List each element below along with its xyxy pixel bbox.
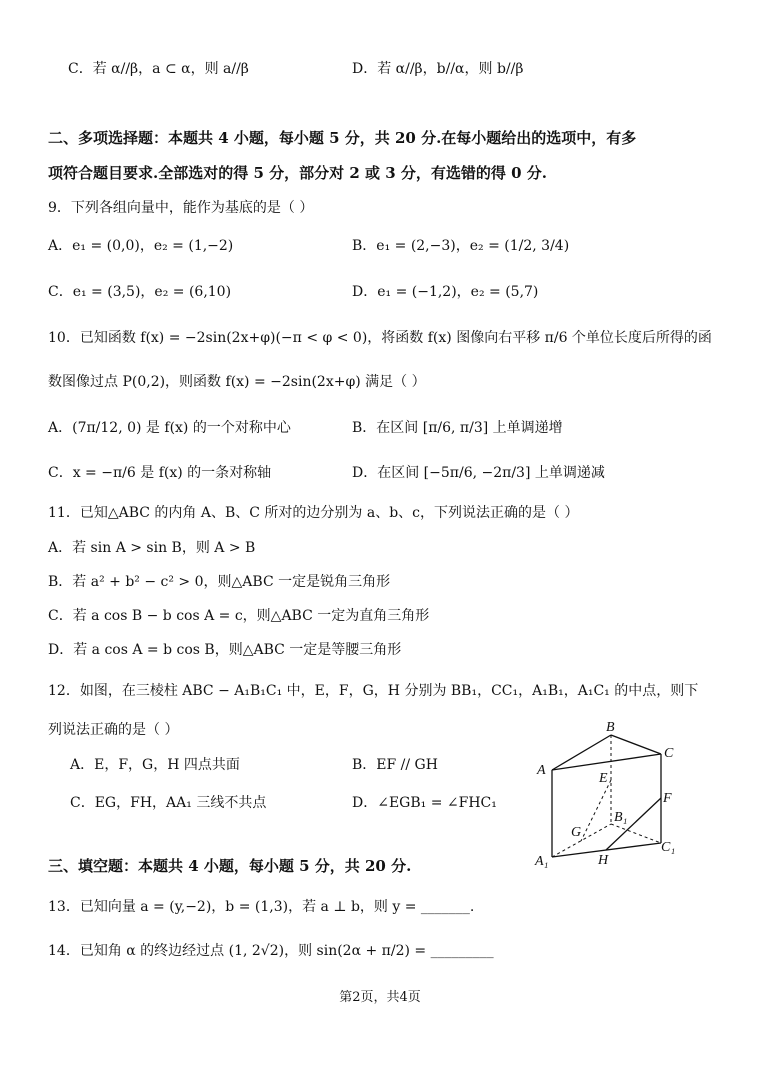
label-F: F xyxy=(663,791,672,806)
q14-stem: 14．已知角 α 的终边经过点 (1, 2√2)，则 sin(2α + π/2) = _________ xyxy=(48,943,494,959)
q13-stem: 13．已知向量 a = (y,−2)，b = (1,3)，若 a ⊥ b，则 y = _______. xyxy=(48,899,475,915)
q9-option-a: A．e₁ = (0,0)，e₂ = (1,−2) xyxy=(48,238,234,254)
q9-option-b: B．e₁ = (2,−3)，e₂ = (1/2, 3/4) xyxy=(352,238,570,254)
q11-option-b: B．若 a² + b² − c² > 0，则△ABC 一定是锐角三角形 xyxy=(48,574,391,590)
q11-option-c: C．若 a cos B − b cos A = c，则△ABC 一定为直角三角形 xyxy=(48,608,430,624)
page-footer: 第2页，共4页 xyxy=(339,990,421,1005)
q10-stem-line2: 数图像过点 P(0,2)，则函数 f(x) = −2sin(2x+φ) 满足（ ） xyxy=(48,374,426,390)
q12-option-c: C．EG，FH，AA₁ 三线不共点 xyxy=(70,795,267,811)
q10-option-c: C．x = −π/6 是 f(x) 的一条对称轴 xyxy=(48,465,272,481)
section2-heading-line2: 项符合题目要求.全部选对的得 5 分，部分对 2 或 3 分，有选错的得 0 分. xyxy=(48,164,547,182)
q9-option-c: C．e₁ = (3,5)，e₂ = (6,10) xyxy=(48,284,232,300)
label-C1: C₁ xyxy=(661,840,676,855)
q12-option-d: D．∠EGB₁ = ∠FHC₁ xyxy=(352,795,497,811)
section2-heading-line1: 二、多项选择题：本题共 4 小题，每小题 5 分，共 20 分.在每小题给出的选项中，有多 xyxy=(48,129,637,147)
label-C: C xyxy=(664,746,674,761)
label-E: E xyxy=(599,771,608,786)
q10-option-a: A．(7π/12, 0) 是 f(x) 的一个对称中心 xyxy=(48,420,291,436)
q10-option-b: B．在区间 [π/6, π/3] 上单调递增 xyxy=(352,420,563,436)
q8-option-d: D．若 α//β，b//α，则 b//β xyxy=(352,61,524,77)
q12-option-b: B．EF // GH xyxy=(352,757,438,773)
q9-stem: 9．下列各组向量中，能作为基底的是（ ） xyxy=(48,200,314,216)
q8-option-c: C．若 α//β，a ⊂ α，则 a//β xyxy=(68,61,249,77)
q12-stem-line2: 列说法正确的是（ ） xyxy=(48,722,179,738)
q11-option-a: A．若 sin A > sin B，则 A > B xyxy=(48,540,256,556)
q11-option-d: D．若 a cos A = b cos B，则△ABC 一定是等腰三角形 xyxy=(48,642,402,658)
q11-stem: 11．已知△ABC 的内角 A、B、C 所对的边分别为 a、b、c，下列说法正确的是（ ） xyxy=(48,505,579,521)
q12-stem-line1: 12．如图，在三棱柱 ABC − A₁B₁C₁ 中，E，F，G，H 分别为 BB₁，CC₁，A₁B₁，A₁C₁ 的中点，则下 xyxy=(48,683,699,699)
label-A1: A₁ xyxy=(535,854,549,869)
section3-heading: 三、填空题：本题共 4 小题，每小题 5 分，共 20 分. xyxy=(48,857,412,875)
label-H: H xyxy=(598,853,609,868)
label-G: G xyxy=(571,825,582,840)
label-B1: B₁ xyxy=(614,810,628,825)
q9-option-d: D．e₁ = (−1,2)，e₂ = (5,7) xyxy=(352,284,539,300)
q10-stem-line1: 10．已知函数 f(x) = −2sin(2x+φ)(−π < φ < 0)，将函数 f(x) 图像向右平移 π/6 个单位长度后所得的函 xyxy=(48,330,712,346)
label-A: A xyxy=(537,763,546,778)
q12-option-a: A．E，F，G，H 四点共面 xyxy=(70,757,240,773)
q10-option-d: D．在区间 [−5π/6, −2π/3] 上单调递减 xyxy=(352,465,605,481)
label-B: B xyxy=(606,720,615,735)
